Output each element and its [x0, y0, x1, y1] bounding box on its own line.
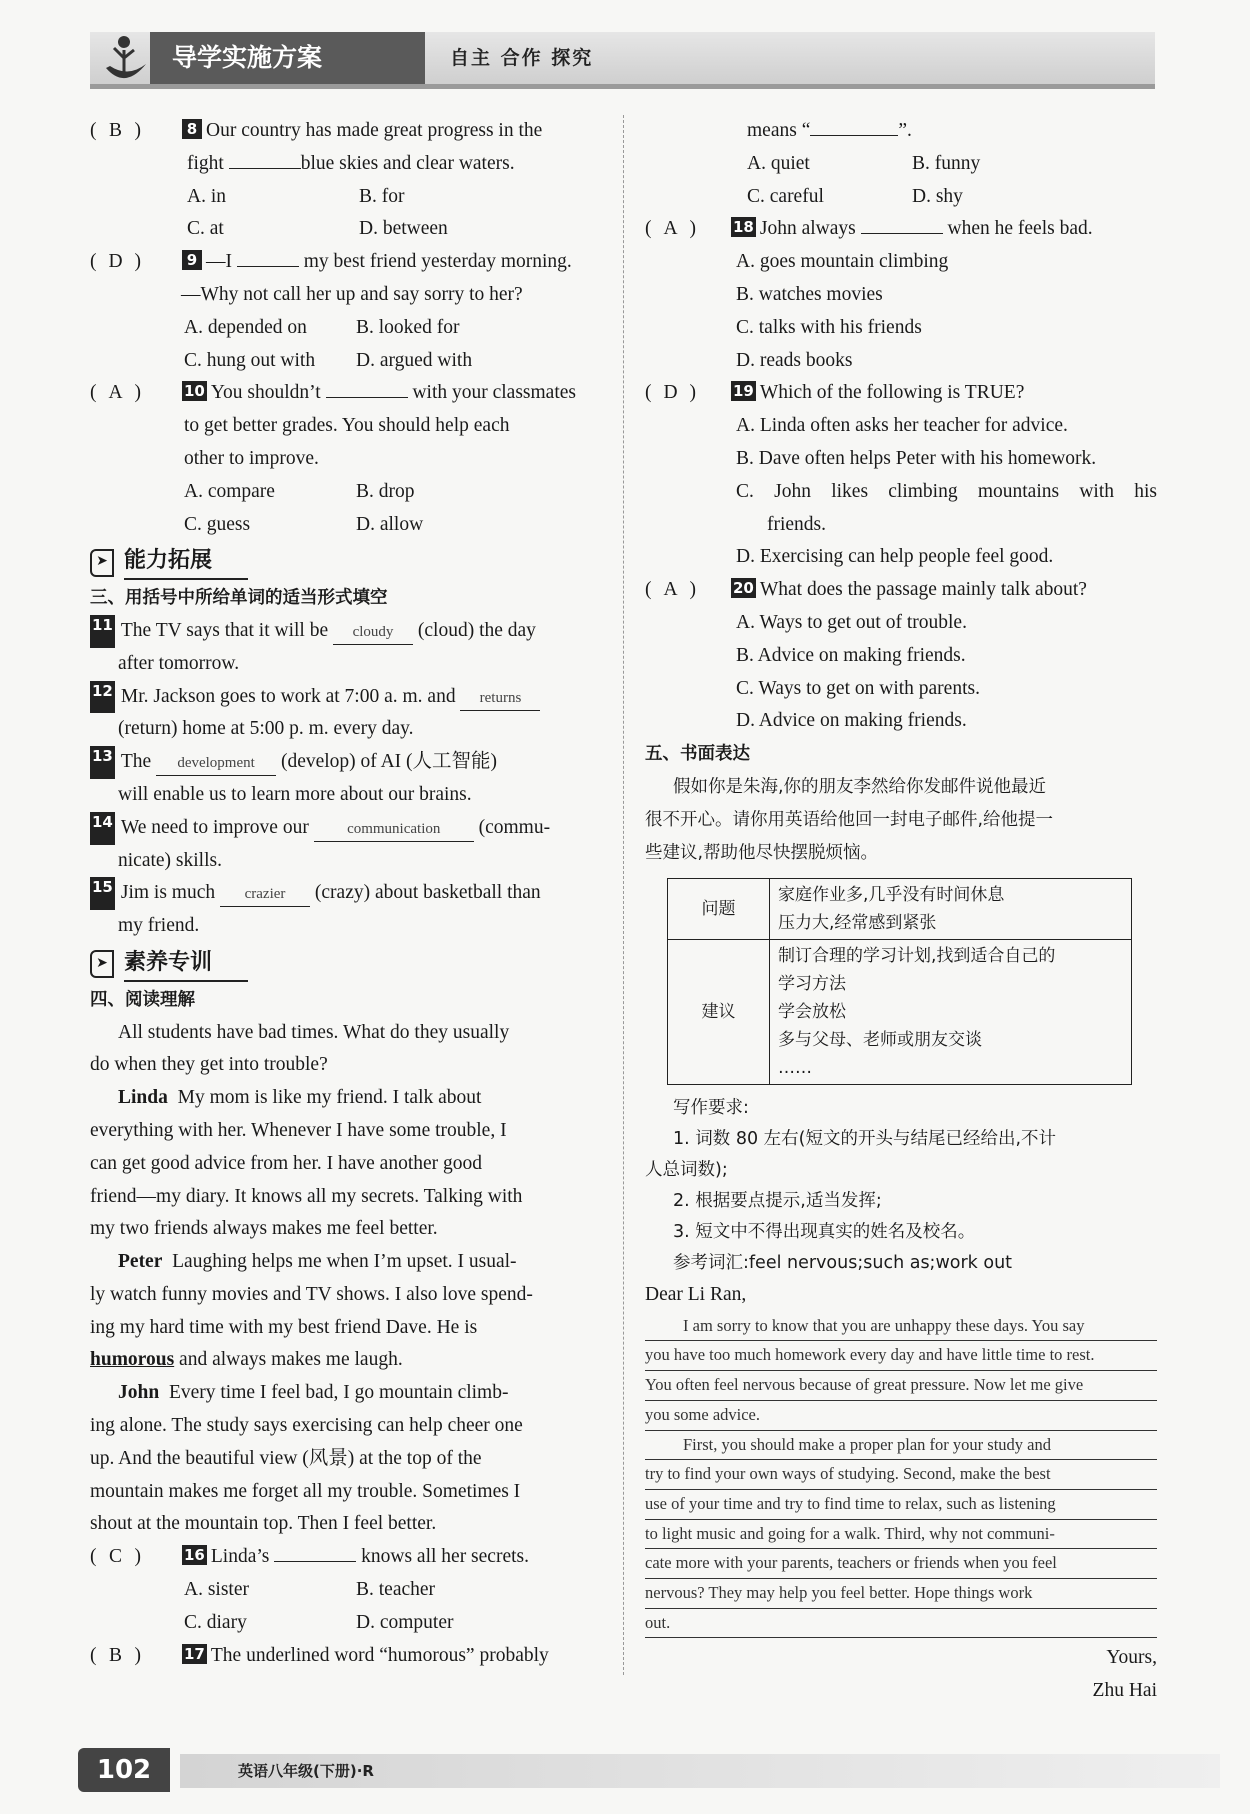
page-header	[90, 32, 1155, 90]
answer-16: C	[108, 1546, 122, 1568]
speaker-name: John	[118, 1382, 160, 1404]
option: C. careful	[747, 185, 824, 207]
option: A. Linda often asks her teacher for advice.	[736, 415, 1068, 437]
question-text: other to improve.	[184, 447, 319, 469]
question-number: 11	[90, 615, 115, 648]
passage-text: can get good advice from her. I have another good	[90, 1152, 483, 1174]
cell-line: 制订合理的学习计划,找到适合自己的	[778, 945, 1056, 966]
question-text: John always	[759, 218, 856, 240]
arrow-icon: ➤	[90, 549, 114, 577]
option: D. between	[359, 218, 448, 240]
fill-answer: communication	[314, 817, 474, 842]
cell-line: 学会放松	[778, 1001, 846, 1022]
passage-text: shout at the mountain top. Then I feel better.	[90, 1513, 437, 1535]
cell-line: 多与父母、老师或朋友交谈	[778, 1029, 982, 1050]
question-17-continued	[645, 115, 1157, 213]
option: A. compare	[184, 480, 275, 502]
fill-15	[90, 877, 604, 943]
section-banner-ability	[90, 545, 604, 580]
letter-line: cate more with your parents, teachers or friends when you feel	[645, 1549, 1157, 1579]
question-text: to get better grades. You should help each	[184, 415, 510, 437]
question-text: will enable us to learn more about our brains.	[118, 783, 472, 805]
question-number: 20	[733, 579, 754, 598]
requirement-text: 1. 词数 80 左右(短文的开头与结尾已经给出,不计	[673, 1128, 1057, 1149]
option: A. sister	[184, 1579, 249, 1601]
question-text: means “	[747, 120, 811, 141]
fill-12	[90, 681, 604, 747]
logo-icon	[100, 28, 150, 88]
question-text: (return) home at 5:00 p. m. every day.	[118, 718, 414, 740]
speaker-name: Peter	[118, 1251, 163, 1273]
answer-blank	[237, 266, 299, 267]
question-17: ( B ) 17 The underlined word “humorous” probably	[90, 1640, 604, 1673]
letter-line: use of your time and try to find time to relax, such as listening	[645, 1490, 1157, 1520]
option: A. goes mountain climbing	[736, 251, 949, 273]
letter-line: out.	[645, 1609, 1157, 1639]
letter-line: I am sorry to know that you are unhappy these days. You say	[645, 1312, 1157, 1342]
passage-text: friend—my diary. It knows all my secrets. Talking with	[90, 1185, 523, 1207]
question-8: ( B ) 8 Our country has made great progress in the fight blue skies and clear waters. A. in B. for C. at D. between	[90, 115, 604, 246]
header-subtitle: 自主 合作 探究	[450, 47, 594, 69]
option: B. funny	[912, 152, 981, 174]
requirement-title: 写作要求:	[673, 1097, 749, 1118]
letter-line: you have too much homework every day and have little time to rest.	[645, 1341, 1157, 1371]
footer-text: 英语八年级(下册)·R	[238, 1762, 374, 1780]
section-title: 能力拓展	[124, 545, 248, 580]
question-text: We need to improve our	[120, 816, 309, 838]
question-number: 14	[90, 812, 115, 845]
question-text: blue skies and clear waters.	[300, 152, 515, 174]
passage-text: My mom is like my friend. I talk about	[177, 1087, 482, 1109]
question-text: Our country has made great progress in the	[206, 120, 543, 141]
question-text: You shouldn’t	[210, 382, 321, 404]
answer-blank	[326, 397, 408, 398]
question-18: ( A ) 18 John always when he feels bad. A. goes mountain climbing B. watches movies C. talks with his friends D. reads books	[645, 213, 1157, 377]
option: C. talks with his friends	[736, 316, 922, 338]
question-text: (cloud) the day	[417, 619, 536, 641]
option: D. shy	[912, 185, 963, 207]
answer-20: A	[663, 579, 678, 601]
column-divider	[623, 115, 624, 1675]
answer-18: A	[663, 218, 678, 240]
option: D. reads books	[736, 349, 853, 371]
section-heading: 三、用括号中所给单词的适当形式填空	[90, 588, 388, 609]
question-text: when he feels bad.	[947, 218, 1093, 240]
question-text: with your classmates	[412, 382, 577, 404]
fill-14	[90, 812, 604, 878]
option: friends.	[767, 513, 827, 535]
question-text: Mr. Jackson goes to work at 7:00 a. m. and	[120, 685, 456, 707]
answer-19: D	[663, 382, 678, 404]
question-text: nicate) skills.	[118, 849, 222, 871]
letter-signature: Zhu Hai	[1092, 1680, 1157, 1702]
letter-line: nervous? They may help you feel better. Hope things work	[645, 1579, 1157, 1609]
passage-text: everything with her. Whenever I have some trouble, I	[90, 1119, 507, 1141]
table-header-cell: 问题	[668, 878, 770, 939]
answer-9: D	[108, 251, 123, 273]
answer-blank	[861, 233, 943, 234]
passage-text: Every time I feel bad, I go mountain climb-	[168, 1382, 509, 1404]
section-banner-literacy	[90, 947, 604, 982]
question-text: (develop) of AI (人工智能)	[280, 751, 498, 773]
option: B. for	[359, 185, 405, 207]
question-number: 15	[90, 877, 115, 910]
fill-answer: crazier	[220, 882, 310, 907]
option: C. hung out with	[184, 349, 316, 371]
question-text: The	[120, 751, 152, 773]
question-text: my best friend yesterday morning.	[303, 251, 572, 273]
question-text: Linda’s	[210, 1546, 270, 1568]
fill-13	[90, 746, 604, 812]
left-column	[90, 115, 604, 1672]
letter-greeting: Dear Li Ran,	[645, 1283, 747, 1305]
page-number: 102	[78, 1748, 170, 1792]
question-number: 13	[90, 746, 115, 779]
speaker-name: Linda	[118, 1087, 168, 1109]
question-text: The TV says that it will be	[120, 619, 329, 641]
answer-10: A	[108, 382, 123, 404]
requirement-text: 人总词数);	[645, 1159, 728, 1180]
passage-text: my two friends always makes me feel better.	[90, 1218, 438, 1240]
letter-line: you some advice.	[645, 1401, 1157, 1431]
question-9: ( D ) 9 —I my best friend yesterday morning. —Why not call her up and say sorry to her? A. depended on B. looked for C. hung out with D. argued with	[90, 246, 604, 377]
passage-text: do when they get into trouble?	[90, 1054, 328, 1076]
option: C. guess	[184, 513, 251, 535]
passage-text: ly watch funny movies and TV shows. I also love spend-	[90, 1283, 533, 1305]
question-10: ( A ) 10 You shouldn’t with your classmates to get better grades. You should help each other to improve. A. compare B. drop C. guess D. allow	[90, 377, 604, 541]
cell-line: 家庭作业多,几乎没有时间休息	[778, 884, 1005, 905]
question-number: 12	[90, 681, 115, 714]
question-16: ( C ) 16 Linda’s knows all her secrets. A. sister B. teacher C. diary D. computer	[90, 1541, 604, 1639]
option: D. computer	[356, 1611, 454, 1633]
answer-blank	[274, 1561, 356, 1562]
question-number: 17	[184, 1644, 205, 1663]
passage-text: and always makes me laugh.	[179, 1349, 403, 1371]
header-title: 导学实施方案	[150, 32, 425, 84]
answer-blank	[229, 168, 301, 169]
question-text: knows all her secrets.	[361, 1546, 529, 1568]
page-footer	[70, 1748, 1190, 1796]
fill-answer: returns	[460, 686, 540, 711]
letter-closing: Yours,	[1106, 1647, 1157, 1669]
question-text: —I	[206, 251, 232, 273]
prompt-text: 些建议,帮助他尽快摆脱烦恼。	[645, 842, 879, 863]
arrow-icon: ➤	[90, 950, 114, 978]
fill-answer: cloudy	[333, 620, 413, 645]
writing-table	[667, 878, 1132, 1085]
option: A. quiet	[747, 152, 810, 174]
question-20: ( A ) 20 What does the passage mainly talk about? A. Ways to get out of trouble. B. Advice on making friends. C. Ways to get on with parents. D. Advice on making friends.	[645, 574, 1157, 738]
option: D. argued with	[356, 349, 473, 371]
fill-answer: development	[156, 751, 276, 776]
question-text: ”.	[898, 120, 912, 141]
question-text: The underlined word “humorous” probably	[210, 1644, 549, 1666]
passage-text: ing my hard time with my best friend Dave. He is	[90, 1316, 478, 1338]
table-cell	[770, 878, 1132, 939]
letter-line: to light music and going for a walk. Third, why not communi-	[645, 1520, 1157, 1550]
question-number: 9	[182, 250, 202, 270]
question-text: (crazy) about basketball than	[314, 882, 541, 904]
section-title: 素养专训	[124, 947, 248, 982]
table-header-cell: 建议	[668, 939, 770, 1084]
question-text: What does the passage mainly talk about?	[759, 579, 1087, 601]
section-heading: 五、书面表达	[645, 744, 750, 765]
option: B. Advice on making friends.	[736, 644, 966, 666]
option: A. depended on	[184, 316, 307, 338]
question-number: 18	[733, 218, 754, 237]
question-number: 8	[182, 119, 202, 139]
option: C. at	[187, 218, 224, 240]
question-number: 19	[733, 382, 754, 401]
fill-11	[90, 615, 604, 681]
option: B. teacher	[356, 1579, 436, 1601]
cell-line: 学习方法	[778, 973, 846, 994]
letter-body	[645, 1312, 1157, 1639]
question-text: —Why not call her up and say sorry to her?	[181, 283, 523, 305]
option: C. diary	[184, 1611, 247, 1633]
cell-line: 压力大,经常感到紧张	[778, 912, 937, 933]
option: C. John likes climbing mountains with his	[736, 480, 1157, 502]
requirement-text: 2. 根据要点提示,适当发挥;	[673, 1190, 882, 1211]
option: B. looked for	[356, 316, 460, 338]
option: D. allow	[356, 513, 424, 535]
passage-text: mountain makes me forget all my trouble. Sometimes I	[90, 1480, 521, 1502]
option: A. in	[187, 185, 226, 207]
question-text: fight	[187, 152, 224, 174]
passage-text: Laughing helps me when I’m upset. I usual-	[172, 1251, 517, 1273]
question-number: 10	[184, 382, 205, 401]
reading-passage	[90, 1017, 604, 1542]
question-text: Which of the following is TRUE?	[759, 382, 1025, 404]
requirement-text: 3. 短文中不得出现真实的姓名及校名。	[673, 1221, 976, 1242]
right-column	[645, 115, 1157, 1708]
section-heading: 四、阅读理解	[90, 989, 195, 1010]
writing-prompt	[645, 771, 1157, 870]
option: D. Advice on making friends.	[736, 710, 967, 732]
passage-text: All students have bad times. What do they usually	[118, 1021, 510, 1043]
answer-8: B	[108, 120, 122, 141]
question-text: (commu-	[478, 816, 551, 838]
table-row	[668, 939, 1132, 1084]
option: A. Ways to get out of trouble.	[736, 611, 967, 633]
reference-vocab: 参考词汇:feel nervous;such as;work out	[673, 1252, 1013, 1273]
writing-requirements	[645, 1093, 1157, 1279]
table-cell	[770, 939, 1132, 1084]
option: B. watches movies	[736, 283, 883, 305]
option: B. drop	[356, 480, 415, 502]
answer-blank	[810, 135, 898, 136]
question-19: ( D ) 19 Which of the following is TRUE? A. Linda often asks her teacher for advice. B. Dave often helps Peter with his homework. C. John likes climbing mountains with his friends. D. Exercising can help people feel good.	[645, 377, 1157, 574]
question-text: my friend.	[118, 915, 200, 937]
question-text: Jim is much	[120, 882, 216, 904]
table-row	[668, 878, 1132, 939]
question-text: after tomorrow.	[118, 652, 240, 674]
option: B. Dave often helps Peter with his homework.	[736, 447, 1097, 469]
prompt-text: 很不开心。请你用英语给他回一封电子邮件,给他提一	[645, 809, 1054, 830]
question-number: 16	[184, 1546, 205, 1565]
cell-line: ……	[778, 1057, 812, 1078]
letter-line: First, you should make a proper plan for your study and	[645, 1431, 1157, 1461]
passage-text: up. And the beautiful view (风景) at the top of the	[90, 1447, 482, 1469]
passage-text: ing alone. The study says exercising can help cheer one	[90, 1415, 523, 1437]
letter-line: try to find your own ways of studying. Second, make the best	[645, 1460, 1157, 1490]
option: D. Exercising can help people feel good.	[736, 546, 1054, 568]
answer-17: B	[108, 1644, 122, 1666]
underlined-word: humorous	[90, 1349, 175, 1371]
option: C. Ways to get on with parents.	[736, 677, 980, 699]
prompt-text: 假如你是朱海,你的朋友李然给你发邮件说他最近	[673, 776, 1047, 797]
letter-line: You often feel nervous because of great pressure. Now let me give	[645, 1371, 1157, 1401]
